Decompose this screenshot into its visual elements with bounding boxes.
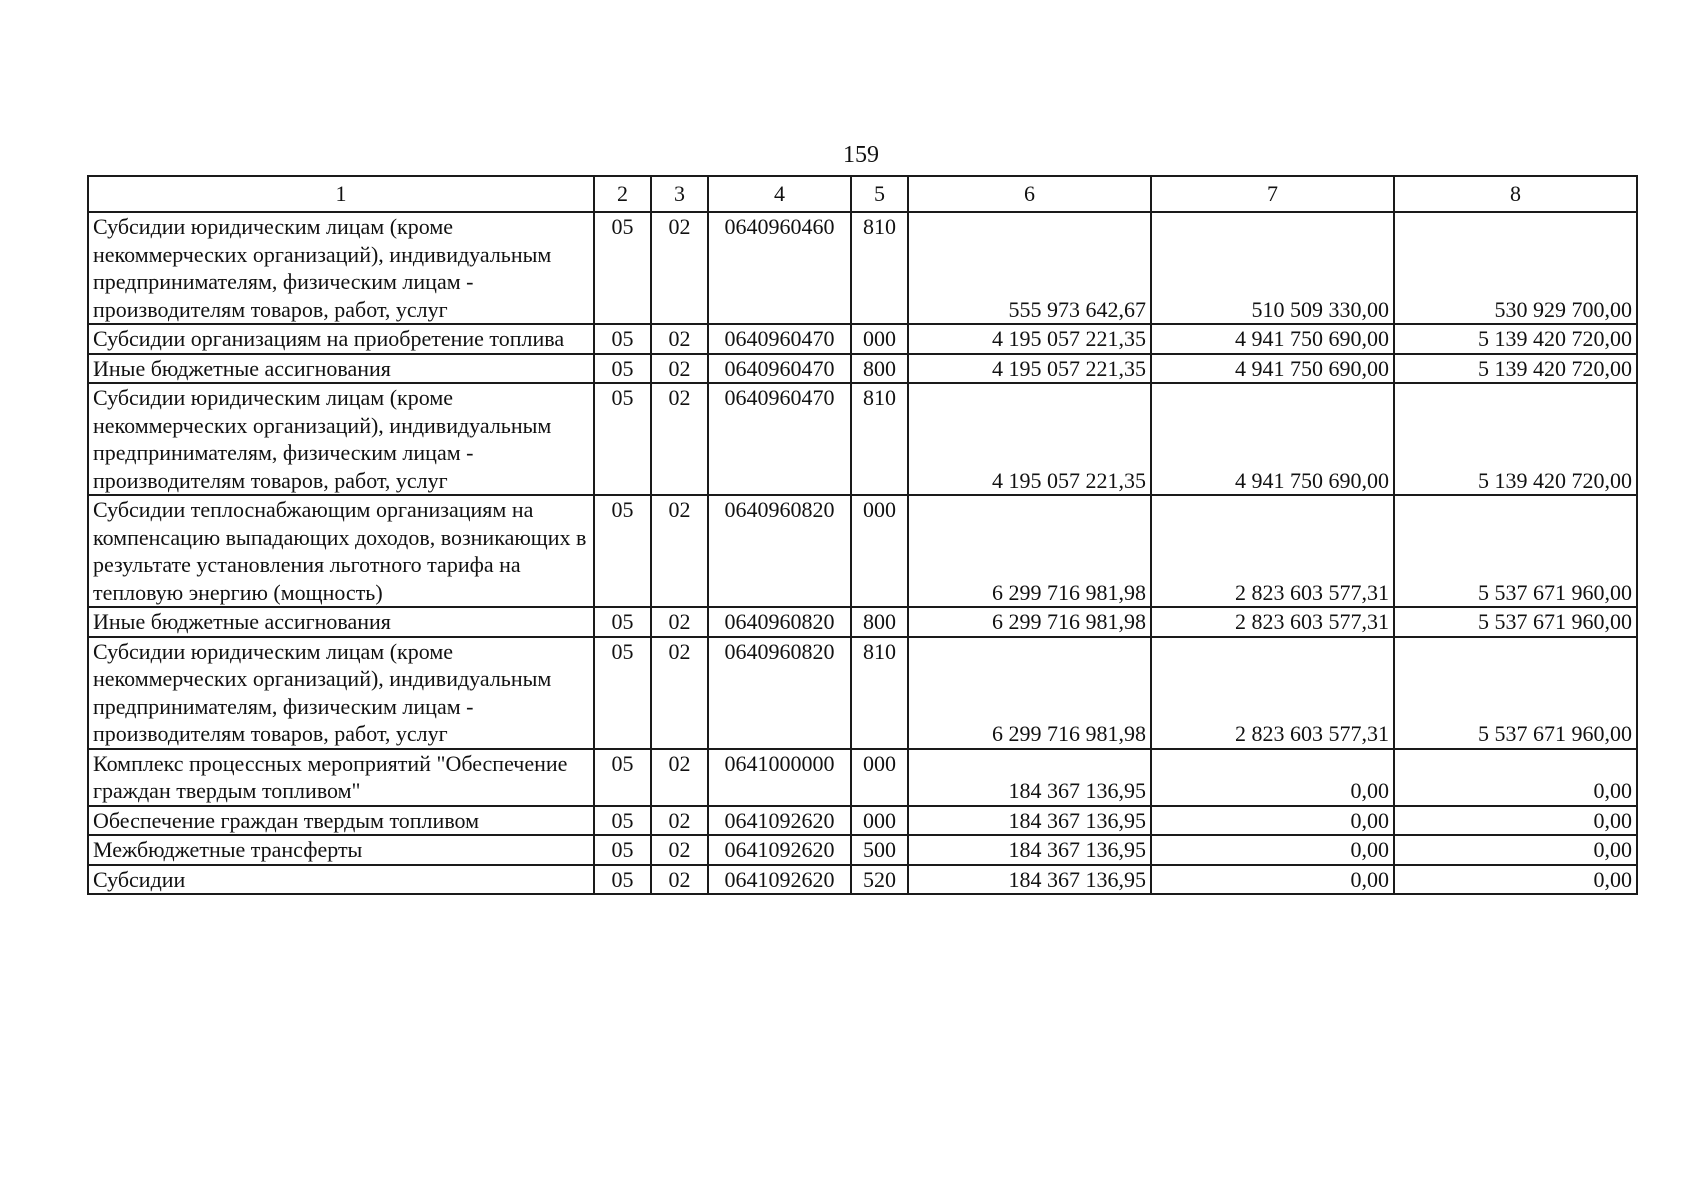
expense-type-code: 810: [851, 212, 908, 324]
table-row: [88, 607, 1637, 637]
section-code: 05: [594, 749, 651, 806]
target-article-code: 0640960470: [708, 324, 851, 354]
target-article-code: 0641092620: [708, 806, 851, 836]
subsection-code: 02: [651, 637, 708, 749]
expense-type-code: 520: [851, 865, 908, 895]
table-row: [88, 383, 1637, 495]
amount-col-6: 6 299 716 981,98: [908, 495, 1151, 607]
expense-type-code: 000: [851, 495, 908, 607]
table-row: [88, 495, 1637, 607]
target-article-code: 0641092620: [708, 865, 851, 895]
table-header-row: [88, 176, 1637, 212]
column-header: 3: [651, 176, 708, 212]
expense-type-code: 000: [851, 749, 908, 806]
section-code: 05: [594, 324, 651, 354]
amount-col-8: 5 537 671 960,00: [1394, 495, 1637, 607]
section-code: 05: [594, 354, 651, 384]
expense-type-code: 000: [851, 324, 908, 354]
row-name: Субсидии организациям на приобретение топлива: [88, 324, 594, 354]
amount-col-7: 4 941 750 690,00: [1151, 383, 1394, 495]
column-header: 6: [908, 176, 1151, 212]
table-row: [88, 212, 1637, 324]
amount-col-7: 0,00: [1151, 835, 1394, 865]
amount-col-6: 184 367 136,95: [908, 749, 1151, 806]
expense-type-code: 500: [851, 835, 908, 865]
subsection-code: 02: [651, 806, 708, 836]
column-header: 8: [1394, 176, 1637, 212]
subsection-code: 02: [651, 607, 708, 637]
amount-col-7: 0,00: [1151, 865, 1394, 895]
target-article-code: 0640960460: [708, 212, 851, 324]
amount-col-7: 510 509 330,00: [1151, 212, 1394, 324]
subsection-code: 02: [651, 354, 708, 384]
column-header: 4: [708, 176, 851, 212]
row-name: Субсидии: [88, 865, 594, 895]
target-article-code: 0641000000: [708, 749, 851, 806]
target-article-code: 0641092620: [708, 835, 851, 865]
subsection-code: 02: [651, 383, 708, 495]
amount-col-6: 6 299 716 981,98: [908, 637, 1151, 749]
subsection-code: 02: [651, 212, 708, 324]
amount-col-6: 4 195 057 221,35: [908, 354, 1151, 384]
amount-col-8: 5 139 420 720,00: [1394, 354, 1637, 384]
column-header: 7: [1151, 176, 1394, 212]
amount-col-8: 0,00: [1394, 865, 1637, 895]
budget-table: [87, 175, 1638, 895]
row-name: Субсидии теплоснабжающим организациям на компенсацию выпадающих доходов, возникающих в результате установления льготного тарифа на тепловую энергию (мощность): [88, 495, 594, 607]
expense-type-code: 810: [851, 637, 908, 749]
amount-col-7: 2 823 603 577,31: [1151, 495, 1394, 607]
section-code: 05: [594, 607, 651, 637]
table-row: [88, 354, 1637, 384]
subsection-code: 02: [651, 865, 708, 895]
section-code: 05: [594, 865, 651, 895]
table-row: [88, 324, 1637, 354]
row-name: Субсидии юридическим лицам (кроме некоммерческих организаций), индивидуальным предпринимателям, физическим лицам - производителям товаров, работ, услуг: [88, 383, 594, 495]
amount-col-6: 184 367 136,95: [908, 806, 1151, 836]
subsection-code: 02: [651, 835, 708, 865]
row-name: Обеспечение граждан твердым топливом: [88, 806, 594, 836]
amount-col-8: 5 537 671 960,00: [1394, 637, 1637, 749]
amount-col-8: 530 929 700,00: [1394, 212, 1637, 324]
subsection-code: 02: [651, 495, 708, 607]
section-code: 05: [594, 806, 651, 836]
expense-type-code: 810: [851, 383, 908, 495]
amount-col-8: 5 139 420 720,00: [1394, 383, 1637, 495]
amount-col-7: 2 823 603 577,31: [1151, 607, 1394, 637]
amount-col-8: 5 139 420 720,00: [1394, 324, 1637, 354]
row-name: Комплекс процессных мероприятий "Обеспечение граждан твердым топливом": [88, 749, 594, 806]
table-row: [88, 806, 1637, 836]
amount-col-6: 4 195 057 221,35: [908, 383, 1151, 495]
amount-col-6: 184 367 136,95: [908, 835, 1151, 865]
amount-col-7: 4 941 750 690,00: [1151, 354, 1394, 384]
target-article-code: 0640960820: [708, 495, 851, 607]
amount-col-8: 0,00: [1394, 749, 1637, 806]
expense-type-code: 800: [851, 607, 908, 637]
section-code: 05: [594, 495, 651, 607]
target-article-code: 0640960470: [708, 383, 851, 495]
column-header: 5: [851, 176, 908, 212]
table-row: [88, 637, 1637, 749]
page-number: 159: [843, 142, 879, 168]
section-code: 05: [594, 383, 651, 495]
section-code: 05: [594, 637, 651, 749]
amount-col-8: 0,00: [1394, 835, 1637, 865]
section-code: 05: [594, 212, 651, 324]
amount-col-7: 0,00: [1151, 806, 1394, 836]
amount-col-6: 4 195 057 221,35: [908, 324, 1151, 354]
subsection-code: 02: [651, 749, 708, 806]
table-row: [88, 865, 1637, 895]
subsection-code: 02: [651, 324, 708, 354]
target-article-code: 0640960470: [708, 354, 851, 384]
amount-col-6: 6 299 716 981,98: [908, 607, 1151, 637]
target-article-code: 0640960820: [708, 607, 851, 637]
row-name: Субсидии юридическим лицам (кроме некоммерческих организаций), индивидуальным предпринимателям, физическим лицам - производителям товаров, работ, услуг: [88, 212, 594, 324]
table-row: [88, 749, 1637, 806]
row-name: Субсидии юридическим лицам (кроме некоммерческих организаций), индивидуальным предпринимателям, физическим лицам - производителям товаров, работ, услуг: [88, 637, 594, 749]
row-name: Иные бюджетные ассигнования: [88, 354, 594, 384]
amount-col-8: 0,00: [1394, 806, 1637, 836]
expense-type-code: 000: [851, 806, 908, 836]
amount-col-6: 184 367 136,95: [908, 865, 1151, 895]
amount-col-8: 5 537 671 960,00: [1394, 607, 1637, 637]
amount-col-7: 0,00: [1151, 749, 1394, 806]
expense-type-code: 800: [851, 354, 908, 384]
amount-col-7: 2 823 603 577,31: [1151, 637, 1394, 749]
column-header: 1: [88, 176, 594, 212]
amount-col-7: 4 941 750 690,00: [1151, 324, 1394, 354]
row-name: Межбюджетные трансферты: [88, 835, 594, 865]
column-header: 2: [594, 176, 651, 212]
target-article-code: 0640960820: [708, 637, 851, 749]
section-code: 05: [594, 835, 651, 865]
row-name: Иные бюджетные ассигнования: [88, 607, 594, 637]
table-row: [88, 835, 1637, 865]
amount-col-6: 555 973 642,67: [908, 212, 1151, 324]
